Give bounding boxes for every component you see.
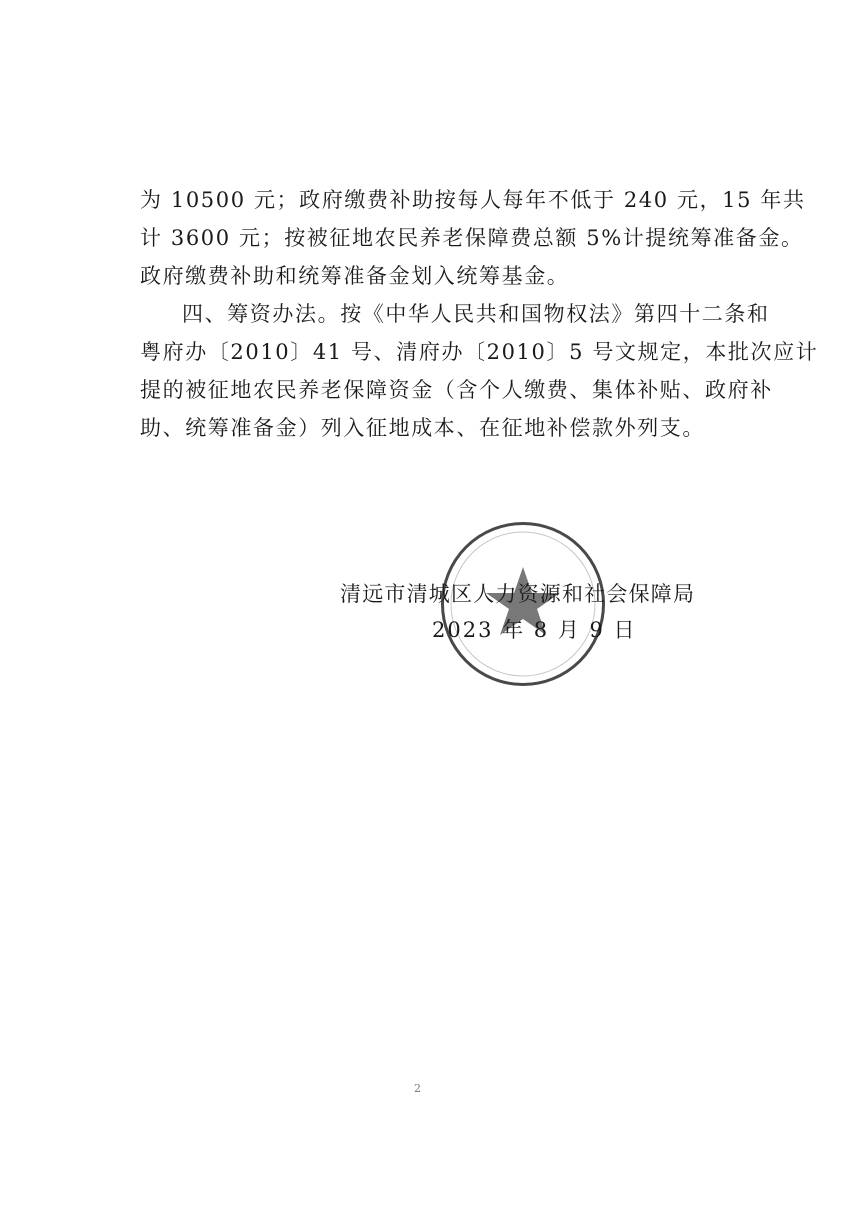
body-line-5: 粤府办〔2010〕41 号、清府办〔2010〕5 号文规定，本批次应计 [140, 340, 819, 364]
body-line-6: 提的被征地农民养老保障资金（含个人缴费、集体补贴、政府补 [140, 378, 773, 402]
body-line-3: 政府缴费补助和统筹准备金划入统筹基金。 [140, 264, 570, 288]
page-number: 2 [414, 1082, 421, 1095]
body-line-1: 为 10500 元；政府缴费补助按每人每年不低于 240 元，15 年共 [140, 188, 806, 212]
body-line-7: 助、统筹准备金）列入征地成本、在征地补偿款外列支。 [140, 416, 705, 440]
signing-date: 2023 年 8 月 9 日 [432, 618, 637, 642]
signing-organization: 清远市清城区人力资源和社会保障局 [340, 582, 696, 606]
body-line-2: 计 3600 元；按被征地农民养老保障费总额 5%计提统筹准备金。 [140, 226, 804, 250]
section-four-heading-line: 四、筹资办法。按《中华人民共和国物权法》第四十二条和 [182, 302, 770, 326]
